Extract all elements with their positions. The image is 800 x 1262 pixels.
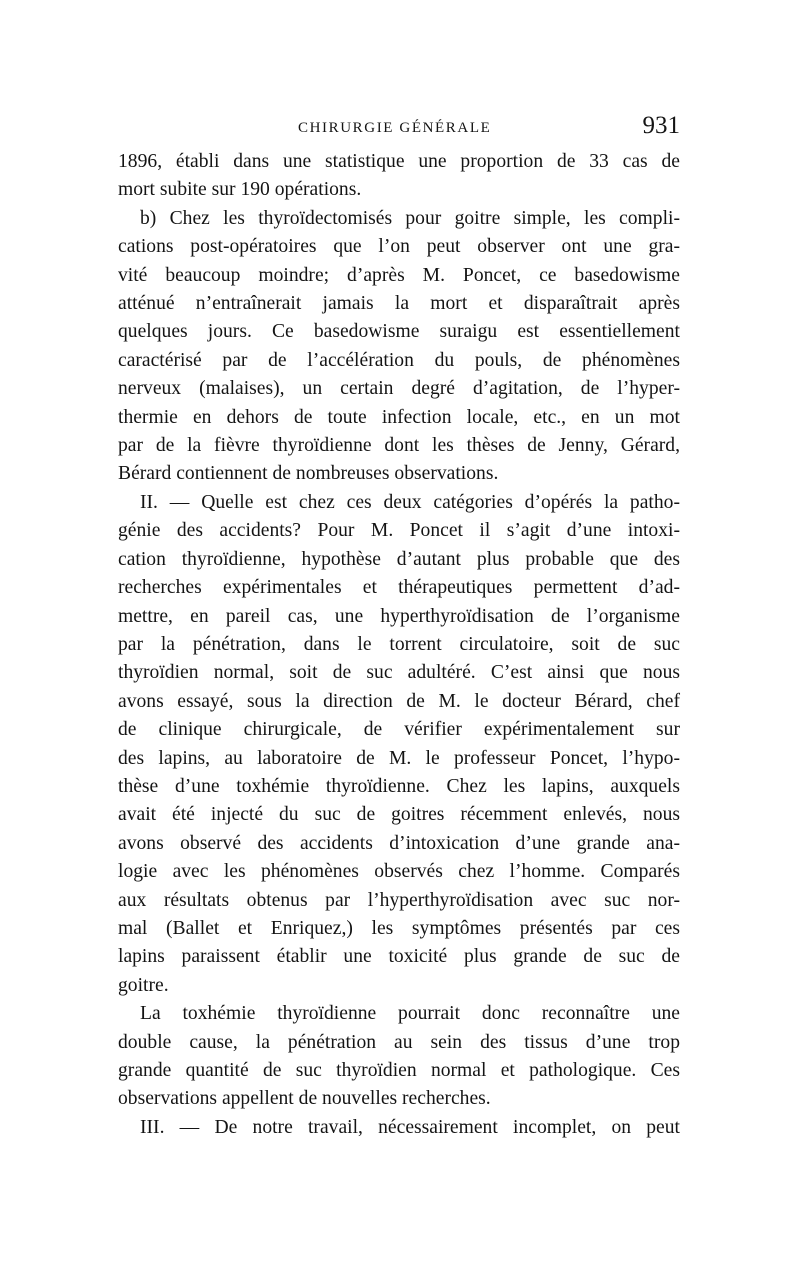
- text-line: 1896, établi dans une statistique une proportion de 33 cas de: [118, 151, 680, 172]
- text-line: caractérisé par de l’accélération du pouls, de phénomènes: [118, 349, 680, 371]
- text-line: des lapins, au laboratoire de M. le professeur Poncet, l’hypo-: [118, 747, 680, 769]
- text-line: logie avec les phénomènes observés chez l’homme. Comparés: [118, 861, 680, 883]
- text-line: avons essayé, sous la direction de M. le docteur Bérard, chef: [118, 690, 680, 712]
- text-line: double cause, la pénétration au sein des tissus d’une trop: [118, 1031, 680, 1053]
- text-line: mettre, en pareil cas, une hyperthyroïdisation de l’organisme: [118, 605, 680, 627]
- body-text: [118, 148, 680, 1142]
- text-line: thermie en dehors de toute infection locale, etc., en un mot: [118, 406, 680, 428]
- text-line: cation thyroïdienne, hypothèse d’autant plus probable que des: [118, 548, 680, 570]
- text-line: par de la fièvre thyroïdienne dont les thèses de Jenny, Gérard,: [118, 435, 680, 457]
- text-line: III. — De notre travail, nécessairement incomplet, on peut: [140, 1116, 680, 1138]
- text-line: quelques jours. Ce basedowisme suraigu est essentiellement: [118, 321, 680, 343]
- text-line: mort subite sur 190 opérations.: [118, 179, 362, 201]
- text-line: génie des accidents? Pour M. Poncet il s’agit d’une intoxi-: [118, 520, 680, 542]
- text-line: goitre.: [118, 974, 169, 996]
- text-line: recherches expérimentales et thérapeutiques permettent d’ad-: [118, 577, 680, 599]
- running-head: [118, 112, 680, 148]
- text-line: avait été injecté du suc de goitres récemment enlevés, nous: [118, 804, 680, 826]
- header-title: CHIRURGIE GÉNÉRALE: [298, 120, 492, 136]
- text-line: par la pénétration, dans le torrent circulatoire, soit de suc: [118, 633, 680, 655]
- text-line: Bérard contiennent de nombreuses observations.: [118, 463, 499, 485]
- text-line: aux résultats obtenus par l’hyperthyroïdisation avec suc nor-: [118, 889, 680, 911]
- text-line: atténué n’entraînerait jamais la mort et disparaîtrait après: [118, 293, 680, 315]
- text-line: La toxhémie thyroïdienne pourrait donc reconnaître une: [140, 1003, 680, 1025]
- text-line: cations post-opératoires que l’on peut observer ont une gra-: [118, 236, 680, 258]
- text-line: thyroïdien normal, soit de suc adultéré. C’est ainsi que nous: [118, 662, 680, 684]
- text-line: b) Chez les thyroïdectomisés pour goitre simple, les compli-: [140, 207, 680, 229]
- text-line: avons observé des accidents d’intoxication d’une grande ana-: [118, 832, 680, 854]
- text-line: grande quantité de suc thyroïdien normal et pathologique. Ces: [118, 1060, 680, 1081]
- text-line: mal (Ballet et Enriquez,) les symptômes présentés par ces: [118, 917, 680, 939]
- text-line: de clinique chirurgicale, de vérifier expérimentalement sur: [118, 719, 680, 741]
- text-line: nerveux (malaises), un certain degré d’agitation, de l’hyper-: [118, 378, 680, 400]
- text-line: thèse d’une toxhémie thyroïdienne. Chez les lapins, auxquels: [118, 775, 680, 797]
- text-line: observations appellent de nouvelles recherches.: [118, 1088, 491, 1110]
- book-page: [118, 112, 680, 1142]
- page-number: 931: [642, 112, 680, 139]
- text-line: vité beaucoup moindre; d’après M. Poncet, ce basedowisme: [118, 264, 680, 286]
- text-line: II. — Quelle est chez ces deux catégories d’opérés la patho-: [140, 491, 680, 513]
- text-line: lapins paraissent établir une toxicité plus grande de suc de: [118, 946, 680, 968]
